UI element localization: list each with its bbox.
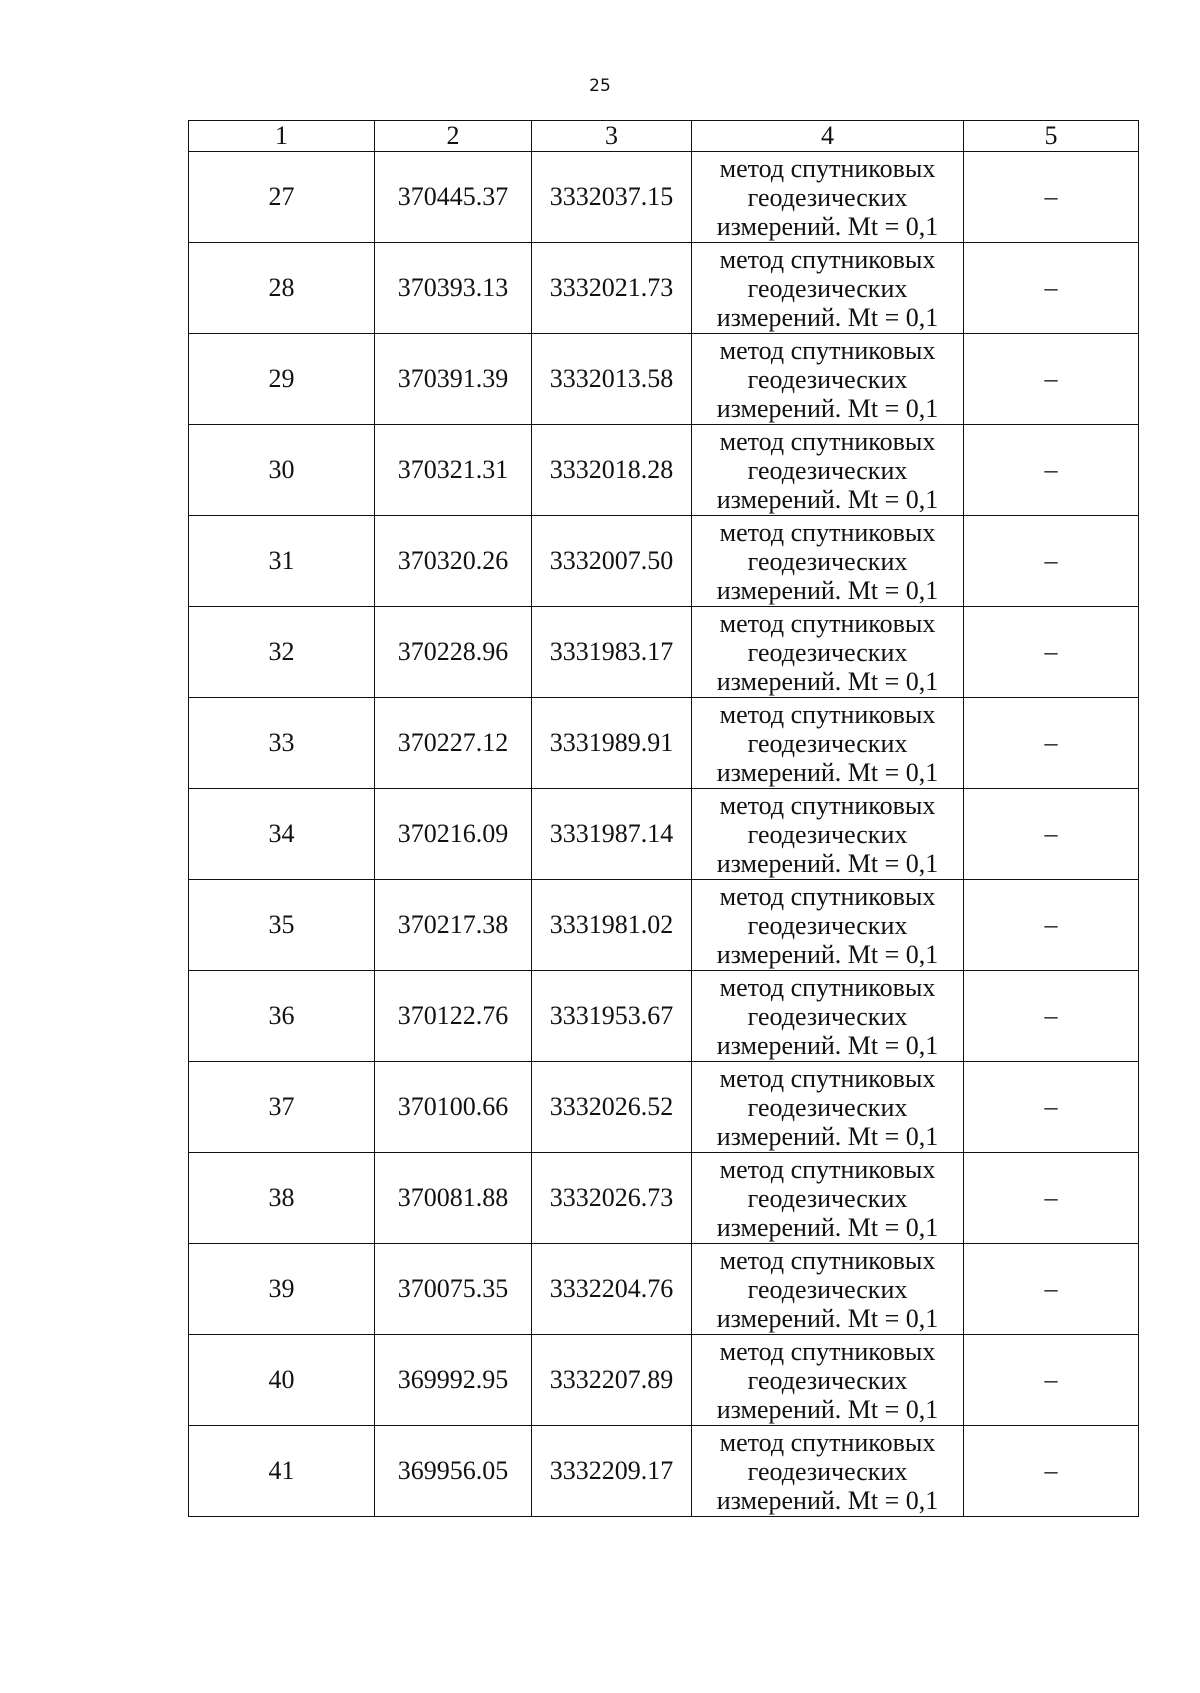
note-cell: – [964,152,1139,243]
method-cell [692,789,964,880]
point-number-cell: 35 [189,880,375,971]
table-row [189,971,1139,1062]
method-cell [692,334,964,425]
table-row [189,516,1139,607]
table-row [189,1335,1139,1426]
column-header-3: 3 [532,121,692,152]
method-text-line: геодезических [747,728,908,758]
note-cell: – [964,880,1139,971]
note-cell: – [964,425,1139,516]
method-text-line: метод спутниковых [719,790,936,820]
method-text-line: измерений. Mt = 0,1 [716,939,939,969]
table-header-row [189,121,1139,152]
table-body [189,152,1139,1517]
column-header-2: 2 [375,121,532,152]
x-coordinate-cell: 370217.38 [375,880,532,971]
method-text-line: измерений. Mt = 0,1 [716,1212,939,1242]
y-coordinate-cell: 3332207.89 [532,1335,692,1426]
method-text-line: метод спутниковых [719,699,936,729]
point-number-cell: 29 [189,334,375,425]
y-coordinate-cell: 3332209.17 [532,1426,692,1517]
x-coordinate-cell: 370227.12 [375,698,532,789]
method-text-line: метод спутниковых [719,608,936,638]
method-text-line: измерений. Mt = 0,1 [716,666,939,696]
x-coordinate-cell: 370391.39 [375,334,532,425]
method-text-line: измерений. Mt = 0,1 [716,575,939,605]
method-text-line: метод спутниковых [719,1154,936,1184]
y-coordinate-cell: 3331983.17 [532,607,692,698]
method-text-line: измерений. Mt = 0,1 [716,484,939,514]
note-cell: – [964,1426,1139,1517]
x-coordinate-cell: 370081.88 [375,1153,532,1244]
method-text-line: метод спутниковых [719,1063,936,1093]
method-cell [692,152,964,243]
y-coordinate-cell: 3331987.14 [532,789,692,880]
x-coordinate-cell: 370100.66 [375,1062,532,1153]
y-coordinate-cell: 3332018.28 [532,425,692,516]
method-text-line: геодезических [747,1456,908,1486]
method-text-line: измерений. Mt = 0,1 [716,848,939,878]
table-row [189,243,1139,334]
table-row [189,1244,1139,1335]
y-coordinate-cell: 3332007.50 [532,516,692,607]
method-text-line: измерений. Mt = 0,1 [716,1485,939,1515]
point-number-cell: 41 [189,1426,375,1517]
x-coordinate-cell: 369956.05 [375,1426,532,1517]
y-coordinate-cell: 3332026.73 [532,1153,692,1244]
table-row [189,425,1139,516]
note-cell: – [964,698,1139,789]
y-coordinate-cell: 3332026.52 [532,1062,692,1153]
method-cell [692,1335,964,1426]
method-text-line: метод спутниковых [719,244,936,274]
note-cell: – [964,1244,1139,1335]
method-text-line: метод спутниковых [719,517,936,547]
note-cell: – [964,789,1139,880]
method-text-line: измерений. Mt = 0,1 [716,1303,939,1333]
method-text-line: метод спутниковых [719,426,936,456]
method-text-line: геодезических [747,1092,908,1122]
method-cell [692,880,964,971]
note-cell: – [964,1062,1139,1153]
method-text-line: измерений. Mt = 0,1 [716,1030,939,1060]
x-coordinate-cell: 370122.76 [375,971,532,1062]
method-cell [692,607,964,698]
method-text-line: метод спутниковых [719,1427,936,1457]
note-cell: – [964,334,1139,425]
y-coordinate-cell: 3332037.15 [532,152,692,243]
point-number-cell: 39 [189,1244,375,1335]
method-cell [692,1244,964,1335]
method-cell [692,425,964,516]
method-text-line: геодезических [747,637,908,667]
coordinates-table [188,120,1139,1517]
method-text-line: метод спутниковых [719,972,936,1002]
method-text-line: измерений. Mt = 0,1 [716,1394,939,1424]
note-cell: – [964,516,1139,607]
method-cell [692,516,964,607]
method-text-line: геодезических [747,1365,908,1395]
table-row [189,1062,1139,1153]
method-text-line: геодезических [747,910,908,940]
method-text-line: геодезических [747,182,908,212]
method-cell [692,243,964,334]
method-text-line: метод спутниковых [719,1336,936,1366]
note-cell: – [964,607,1139,698]
method-text-line: измерений. Mt = 0,1 [716,393,939,423]
method-text-line: геодезических [747,455,908,485]
y-coordinate-cell: 3332013.58 [532,334,692,425]
method-cell [692,698,964,789]
point-number-cell: 37 [189,1062,375,1153]
table-row [189,789,1139,880]
method-text-line: метод спутниковых [719,335,936,365]
x-coordinate-cell: 370393.13 [375,243,532,334]
y-coordinate-cell: 3331989.91 [532,698,692,789]
point-number-cell: 32 [189,607,375,698]
x-coordinate-cell: 370216.09 [375,789,532,880]
y-coordinate-cell: 3331981.02 [532,880,692,971]
point-number-cell: 36 [189,971,375,1062]
note-cell: – [964,243,1139,334]
point-number-cell: 28 [189,243,375,334]
table-row [189,880,1139,971]
method-cell [692,1062,964,1153]
x-coordinate-cell: 370228.96 [375,607,532,698]
x-coordinate-cell: 369992.95 [375,1335,532,1426]
table-row [189,1153,1139,1244]
table-row [189,1426,1139,1517]
method-text-line: геодезических [747,1274,908,1304]
point-number-cell: 30 [189,425,375,516]
y-coordinate-cell: 3332021.73 [532,243,692,334]
y-coordinate-cell: 3331953.67 [532,971,692,1062]
point-number-cell: 38 [189,1153,375,1244]
method-text-line: геодезических [747,1183,908,1213]
point-number-cell: 33 [189,698,375,789]
note-cell: – [964,1153,1139,1244]
method-text-line: измерений. Mt = 0,1 [716,211,939,241]
table-row [189,152,1139,243]
method-text-line: геодезических [747,546,908,576]
method-text-line: метод спутниковых [719,881,936,911]
page-number: 25 [589,76,611,96]
method-text-line: метод спутниковых [719,1245,936,1275]
table-row [189,607,1139,698]
x-coordinate-cell: 370321.31 [375,425,532,516]
table-row [189,698,1139,789]
point-number-cell: 31 [189,516,375,607]
method-cell [692,971,964,1062]
note-cell: – [964,971,1139,1062]
method-text-line: метод спутниковых [719,153,936,183]
x-coordinate-cell: 370075.35 [375,1244,532,1335]
method-text-line: измерений. Mt = 0,1 [716,757,939,787]
method-text-line: геодезических [747,273,908,303]
method-text-line: геодезических [747,819,908,849]
y-coordinate-cell: 3332204.76 [532,1244,692,1335]
x-coordinate-cell: 370320.26 [375,516,532,607]
method-text-line: измерений. Mt = 0,1 [716,1121,939,1151]
method-text-line: геодезических [747,364,908,394]
point-number-cell: 34 [189,789,375,880]
method-cell [692,1426,964,1517]
x-coordinate-cell: 370445.37 [375,152,532,243]
note-cell: – [964,1335,1139,1426]
column-header-4: 4 [692,121,964,152]
table-row [189,334,1139,425]
column-header-5: 5 [964,121,1139,152]
point-number-cell: 27 [189,152,375,243]
method-text-line: измерений. Mt = 0,1 [716,302,939,332]
method-text-line: геодезических [747,1001,908,1031]
point-number-cell: 40 [189,1335,375,1426]
column-header-1: 1 [189,121,375,152]
method-cell [692,1153,964,1244]
